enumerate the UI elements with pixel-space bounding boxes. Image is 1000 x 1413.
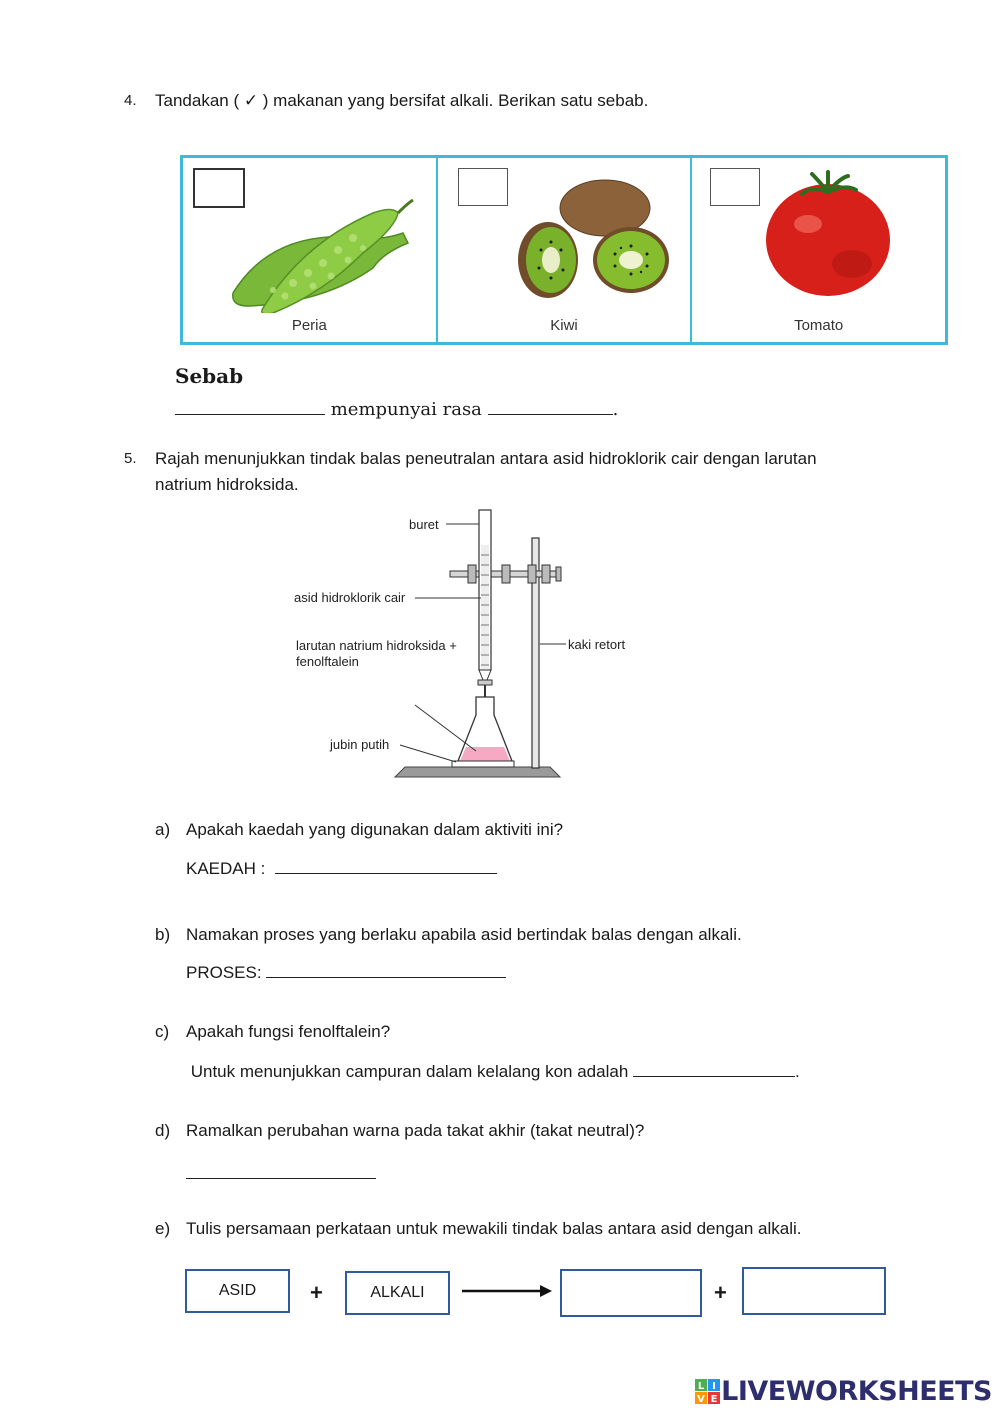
- liveworksheets-wordmark: LIVEWORKSHEETS: [721, 1376, 992, 1407]
- food-caption-kiwi: Kiwi: [550, 317, 578, 334]
- q5-question-line2: natrium hidroksida.: [155, 475, 299, 494]
- sebab-middle-text: mempunyai rasa: [330, 399, 482, 420]
- q5b-letter: b): [155, 925, 171, 944]
- q5e-letter: e): [155, 1219, 171, 1238]
- checkbox-kiwi[interactable]: [458, 168, 508, 206]
- label-base-line1: larutan natrium hidroksida +: [296, 638, 457, 653]
- q5d-letter: d): [155, 1121, 171, 1140]
- sebab-blank-2[interactable]: [488, 398, 613, 415]
- label-buret: buret: [409, 517, 439, 532]
- arrow-right-icon: [462, 1283, 554, 1299]
- checkbox-tomato[interactable]: [710, 168, 760, 206]
- equation-box-product-1[interactable]: [560, 1269, 702, 1317]
- sebab-end: .: [612, 399, 619, 420]
- sebab-answer-line: [175, 398, 618, 420]
- q5b-prefix: PROSES:: [186, 963, 267, 982]
- q5c-question: Apakah fungsi fenolftalein?: [186, 1022, 391, 1041]
- food-cell-tomato: [692, 158, 945, 342]
- equation-plus-1: +: [310, 1280, 323, 1305]
- logo-icon-letter-v: V: [697, 1393, 706, 1405]
- food-cell-peria: [183, 158, 438, 342]
- q5c-prefix: Untuk menunjukkan campuran dalam kelalang kon adalah: [186, 1062, 633, 1081]
- q5c-blank[interactable]: [633, 1060, 795, 1077]
- q5a-answer: [186, 857, 497, 879]
- q5c-letter: c): [155, 1022, 170, 1041]
- q5e-question: Tulis persamaan perkataan untuk mewakili tindak balas antara asid dengan alkali.: [186, 1219, 802, 1238]
- food-cell-kiwi: [438, 158, 693, 342]
- kiwi-image: [513, 178, 673, 303]
- logo-icon-letter-i: I: [712, 1380, 717, 1392]
- label-tile: jubin putih: [330, 737, 390, 752]
- bitter-gourd-image: [213, 198, 428, 313]
- q5-question-line1: Rajah menunjukkan tindak balas peneutralan antara asid hidroklorik cair dengan larutan: [155, 449, 817, 468]
- equation-box-acid: ASID: [185, 1269, 290, 1313]
- food-caption-tomato: Tomato: [794, 317, 844, 334]
- food-caption-peria: Peria: [291, 317, 327, 334]
- q5a-prefix: KAEDAH :: [186, 859, 275, 878]
- q5c-answer: [186, 1060, 800, 1082]
- food-selection-table: [180, 155, 948, 345]
- logo-icon-letter-e: E: [710, 1393, 718, 1405]
- sebab-blank-1[interactable]: [175, 398, 325, 415]
- tomato-image: [762, 164, 894, 299]
- q5d-question: Ramalkan perubahan warna pada takat akhir (takat neutral)?: [186, 1121, 645, 1140]
- equation-box-alkali: ALKALI: [345, 1271, 450, 1315]
- q5a-letter: a): [155, 820, 171, 839]
- q5d-blank[interactable]: [186, 1163, 376, 1179]
- liveworksheets-logo: [695, 1376, 992, 1407]
- q5a-question: Apakah kaedah yang digunakan dalam aktiviti ini?: [186, 820, 564, 839]
- label-stand: kaki retort: [568, 637, 626, 652]
- label-acid: asid hidroklorik cair: [294, 590, 406, 605]
- q5b-answer: [186, 961, 506, 983]
- equation-plus-2: +: [714, 1280, 727, 1305]
- liveworksheets-icon: [695, 1379, 721, 1405]
- q5a-blank[interactable]: [275, 857, 497, 874]
- logo-icon-letter-l: L: [697, 1380, 705, 1392]
- q4-number: 4.: [124, 92, 137, 109]
- label-base-line2: fenolftalein: [296, 654, 359, 669]
- q5b-question: Namakan proses yang berlaku apabila asid bertindak balas dengan alkali.: [186, 925, 742, 944]
- q5-number: 5.: [124, 450, 137, 467]
- sebab-title: Sebab: [175, 364, 244, 388]
- q4-question-text: Tandakan ( ✓ ) makanan yang bersifat alkali. Berikan satu sebab.: [155, 91, 649, 110]
- equation-box-product-2[interactable]: [742, 1267, 886, 1315]
- q5b-blank[interactable]: [266, 961, 506, 978]
- q5c-suffix: .: [795, 1062, 800, 1081]
